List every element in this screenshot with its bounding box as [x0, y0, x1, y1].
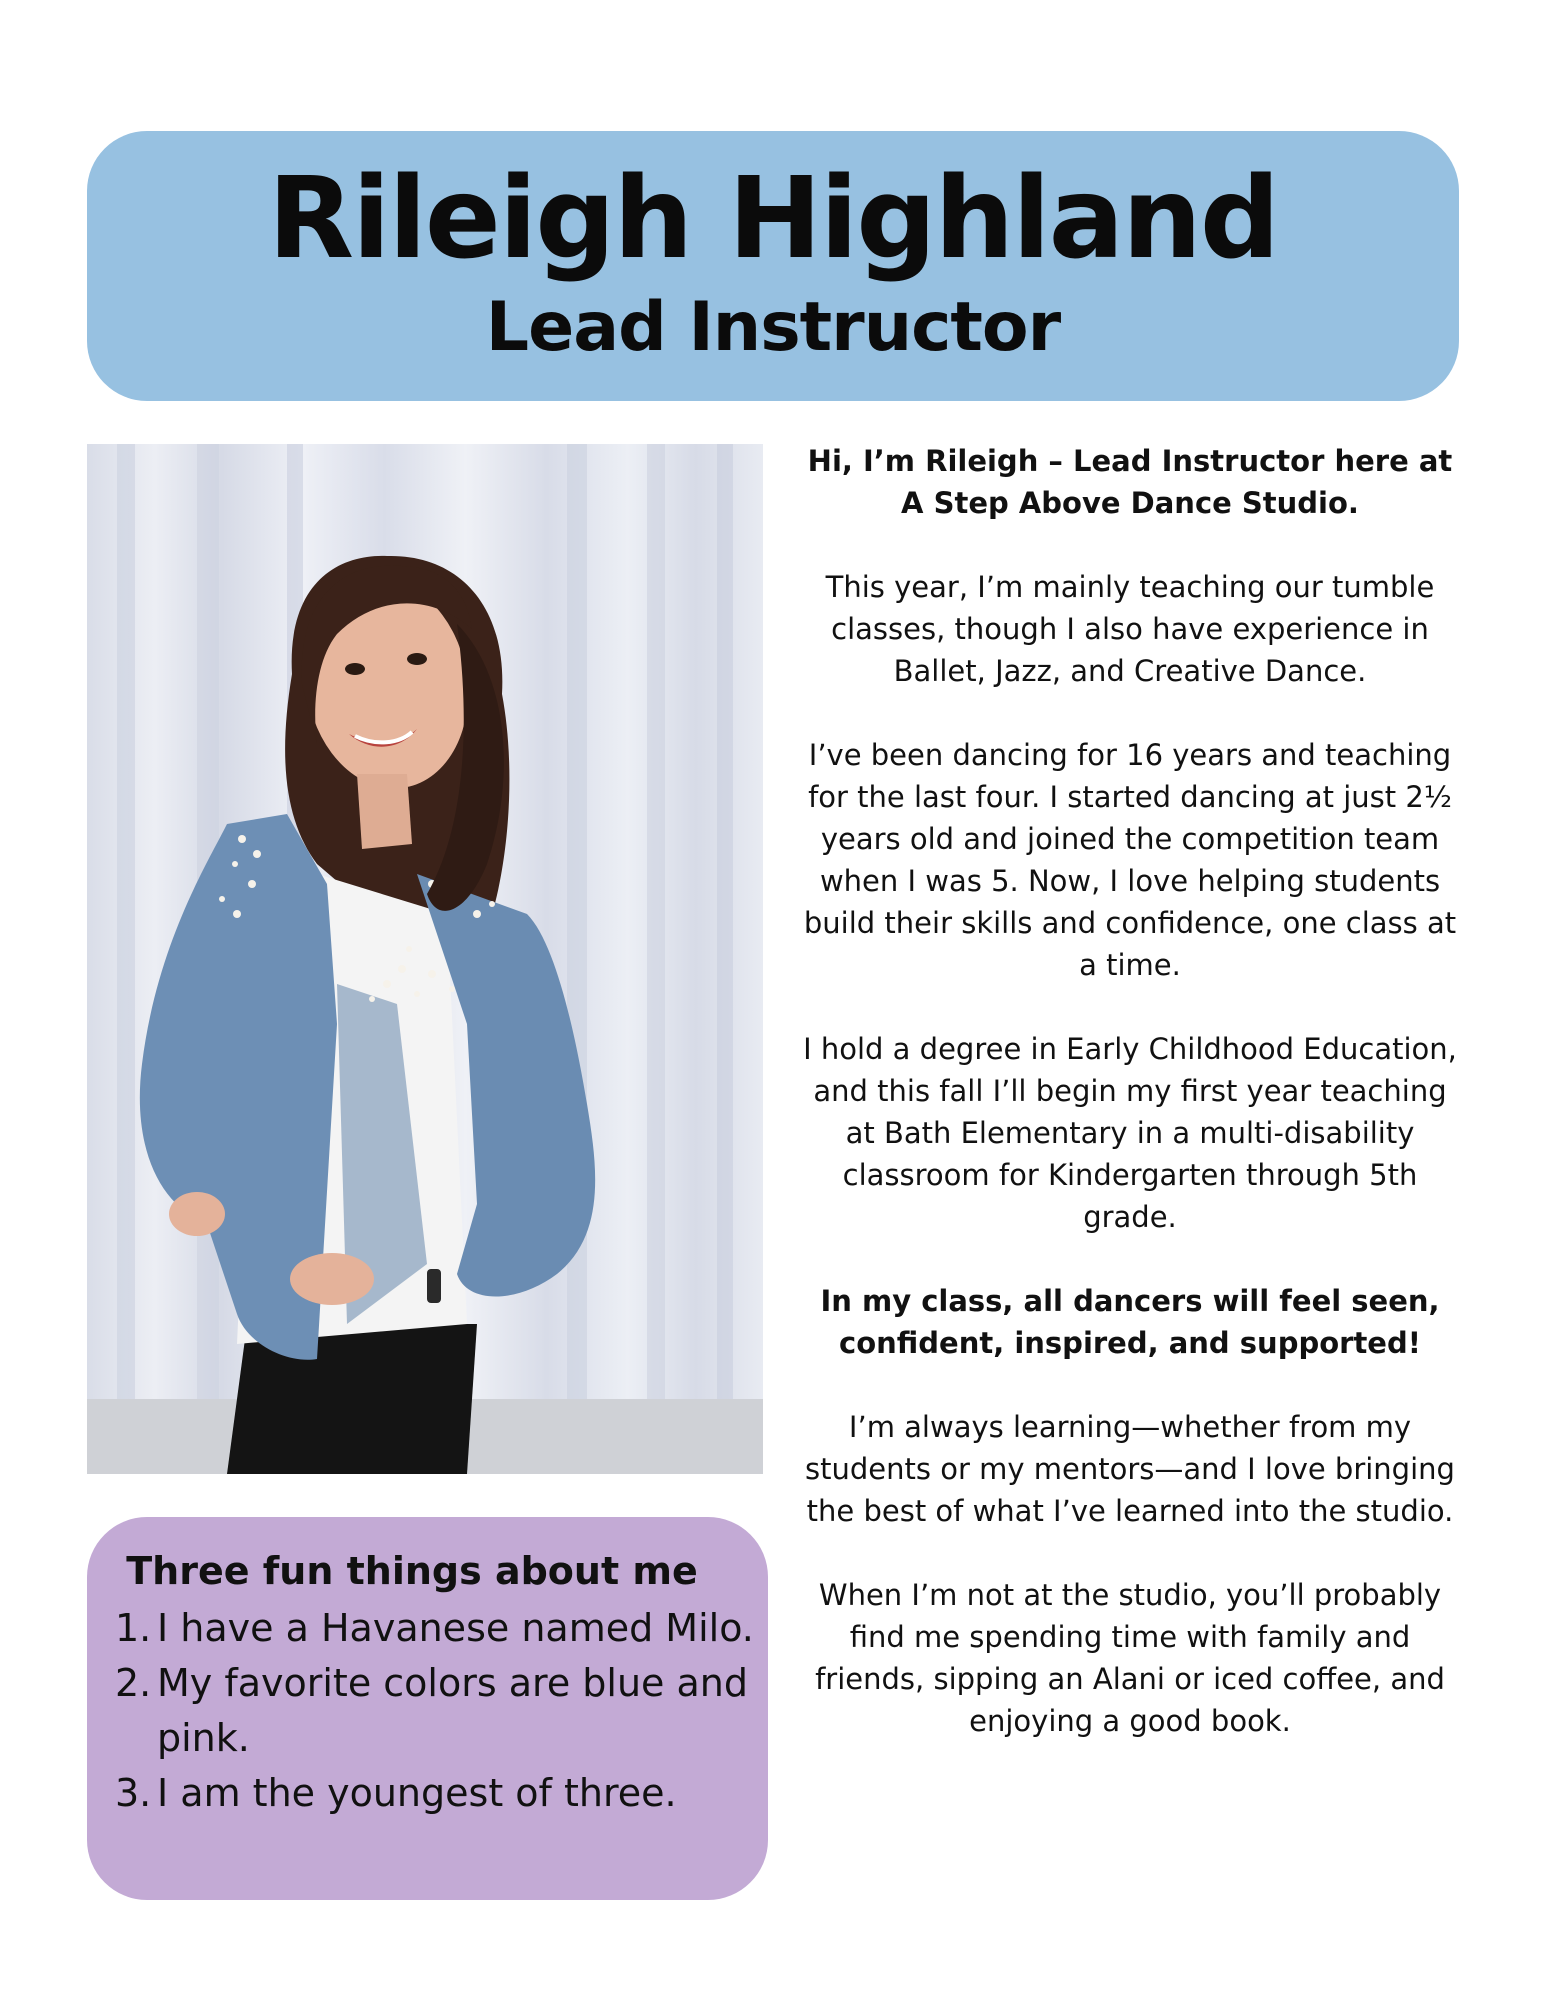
instructor-role: Lead Instructor	[485, 288, 1061, 367]
bio-section	[800, 440, 1460, 1784]
bio-paragraph: I hold a degree in Early Childhood Education, and this fall I’ll begin my first year teaching at Bath Elementary in a multi-disability classroom for Kindergarten through 5th grade.	[803, 1032, 1457, 1234]
bio-paragraph: This year, I’m mainly teaching our tumble classes, though I also have experience in Ballet, Jazz, and Creative Dance.	[825, 570, 1435, 688]
bio-intro: Hi, I’m Rileigh – Lead Instructor here at A Step Above Dance Studio.	[807, 444, 1453, 520]
list-text: I am the youngest of three.	[157, 1771, 677, 1815]
fun-facts-box	[87, 1517, 768, 1900]
list-item	[115, 1601, 755, 1656]
list-number: 3.	[115, 1771, 152, 1815]
fun-facts-list	[115, 1601, 755, 1821]
list-text: My favorite colors are blue and pink.	[157, 1661, 748, 1760]
header-banner	[87, 131, 1459, 401]
bio-highlight: In my class, all dancers will feel seen, confident, inspired, and supported!	[820, 1284, 1440, 1360]
instructor-name: Rileigh Highland	[267, 154, 1279, 284]
list-number: 1.	[115, 1606, 152, 1650]
list-number: 2.	[115, 1661, 152, 1705]
portrait-photo	[87, 444, 763, 1474]
fun-facts-title: Three fun things about me	[126, 1549, 698, 1593]
list-item	[115, 1766, 755, 1821]
bio-paragraph: I’ve been dancing for 16 years and teaching for the last four. I started dancing at just 2½ years old and joined the competition team when I was 5. Now, I love helping students build their skills and confidence, one class at a time.	[803, 738, 1457, 982]
bio-paragraph: When I’m not at the studio, you’ll probably find me spending time with family and friends, sipping an Alani or iced coffee, and enjoying a good book.	[815, 1578, 1445, 1738]
bio-paragraph: I’m always learning—whether from my students or my mentors—and I love bringing the best of what I’ve learned into the studio.	[805, 1410, 1455, 1528]
portrait-illustration	[87, 444, 763, 1474]
list-item	[115, 1656, 755, 1766]
list-text: I have a Havanese named Milo.	[157, 1606, 754, 1650]
